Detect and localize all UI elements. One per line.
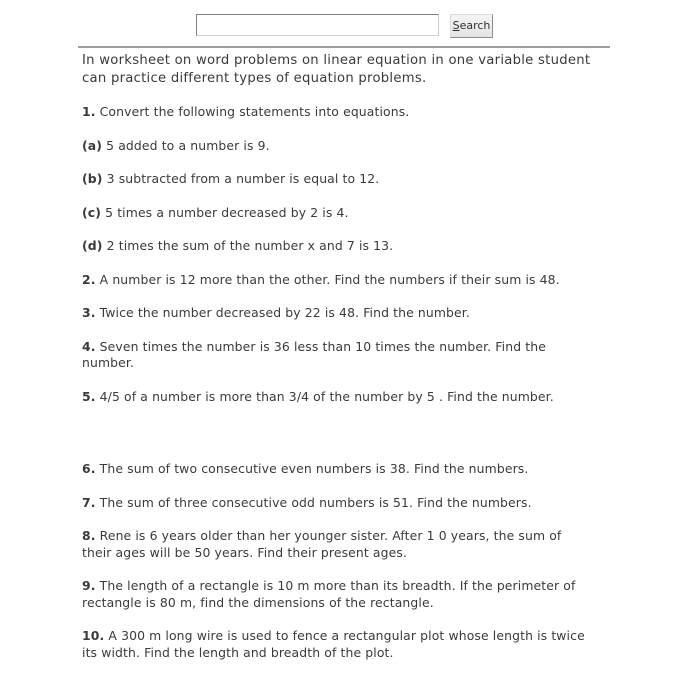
problem-text: 4/5 of a number is more than 3/4 of the number by 5 . Find the number. xyxy=(99,388,554,404)
problem-text: Convert the following statements into equations. xyxy=(99,104,410,119)
problem-text: Seven times the number is 36 less than 10 times the number. Find the number. xyxy=(82,338,546,370)
problem-text: The sum of two consecutive even numbers is 38. Find the numbers. xyxy=(99,461,529,476)
problem-item xyxy=(82,628,587,661)
problem-number: (a) xyxy=(82,137,103,153)
problem-text: 5 added to a number is 9. xyxy=(106,137,270,153)
problem-text: A 300 m long wire is used to fence a rectangular plot whose length is twice its width. Find the length and breadth of the plot. xyxy=(82,628,585,660)
problem-number: 7. xyxy=(82,494,96,510)
search-bar xyxy=(0,14,691,42)
problem-number: (b) xyxy=(82,171,103,186)
problem-number: 5. xyxy=(82,388,96,404)
problem-text: 3 subtracted from a number is equal to 12. xyxy=(106,171,380,186)
problem-item xyxy=(82,495,594,512)
problem-number: 10. xyxy=(82,628,105,643)
problem-number: 6. xyxy=(82,461,96,476)
problem-text: Twice the number decreased by 22 is 48. Find the number. xyxy=(99,305,470,320)
problem-text: The length of a rectangle is 10 m more than its breadth. If the perimeter of rectangle is 80 m, find the dimensions of the rectangle. xyxy=(82,578,576,610)
problem-item xyxy=(82,138,594,155)
problem-item xyxy=(82,461,594,478)
problem-number: (c) xyxy=(82,204,102,220)
problem-item xyxy=(82,389,594,406)
problem-item xyxy=(82,171,594,188)
search-button[interactable] xyxy=(450,14,493,38)
problem-item xyxy=(82,305,594,322)
problem-text: A number is 12 more than the other. Find the numbers if their sum is 48. xyxy=(99,271,560,287)
problem-number: 4. xyxy=(82,338,96,354)
search-button-label: earch xyxy=(459,19,491,32)
problem-number: 1. xyxy=(82,104,96,119)
problem-text: 5 times a number decreased by 2 is 4. xyxy=(105,204,349,220)
problem-number: 3. xyxy=(82,305,96,320)
problem-item xyxy=(82,528,587,561)
problem-item xyxy=(82,578,587,611)
problem-number: (d) xyxy=(82,238,103,253)
search-input[interactable] xyxy=(196,14,439,36)
problem-item xyxy=(82,104,594,121)
worksheet-content xyxy=(82,52,602,678)
problem-number: 8. xyxy=(82,528,96,543)
intro-paragraph: In worksheet on word problems on linear equation in one variable student can practice different types of equation problems. xyxy=(82,53,591,86)
problem-text: The sum of three consecutive odd numbers is 51. Find the numbers. xyxy=(99,494,532,510)
problem-item xyxy=(82,238,594,255)
problem-item xyxy=(82,339,594,372)
problem-text: Rene is 6 years older than her younger sister. After 1 0 years, the sum of their ages will be 50 years. Find their present ages. xyxy=(82,528,562,560)
search-button-accesskey: S xyxy=(452,19,460,32)
problem-text: 2 times the sum of the number x and 7 is 13. xyxy=(106,238,394,253)
problem-item xyxy=(82,272,594,289)
header-divider xyxy=(78,46,610,48)
problem-list xyxy=(82,104,602,661)
problem-number: 9. xyxy=(82,578,96,593)
problem-item xyxy=(82,205,594,222)
problem-number: 2. xyxy=(82,271,96,287)
